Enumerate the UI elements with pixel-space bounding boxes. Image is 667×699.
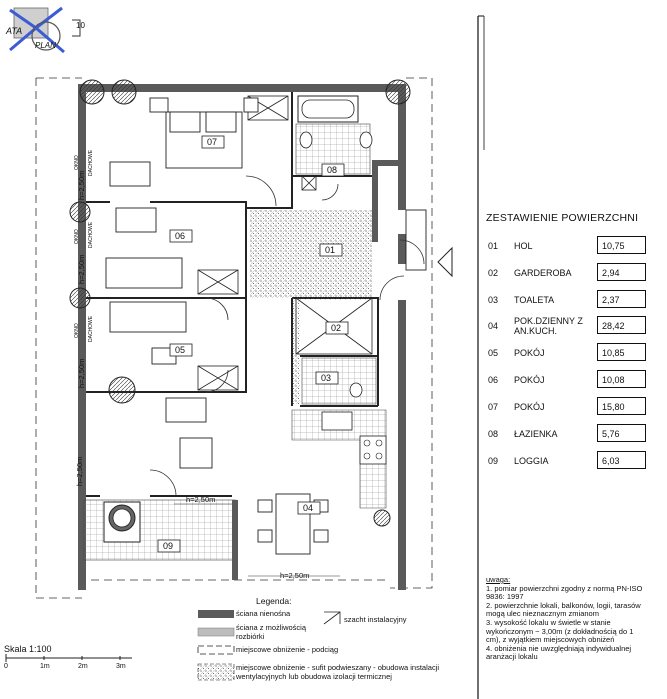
room-num-06: 06 — [175, 231, 186, 241]
area-row — [488, 316, 658, 336]
note-item: 1. pomiar powierzchni zgodny z normą PN-ISO 9836: 1997 — [486, 583, 643, 602]
room-num-07: 07 — [207, 137, 218, 147]
area-row-num: 05 — [488, 348, 499, 358]
room-num-01: 01 — [325, 245, 336, 255]
legend-lowering-ceiling: miejscowe obniżenie - sufit podwieszany - obudowa instalacji wentylacyjnych lub obudowa izolacji termicznej — [236, 663, 440, 681]
scale-bar — [6, 654, 132, 662]
room-labels — [158, 136, 348, 552]
legend-wall-removable: ściana z możliwością rozbiórki — [236, 623, 307, 641]
notes-title: uwaga: — [486, 575, 511, 584]
notes — [486, 576, 646, 662]
legend-shaft: szacht instalacyjny — [344, 615, 407, 624]
area-row-num: 04 — [488, 321, 499, 331]
area-row-value: 2,94 — [597, 263, 646, 281]
area-row-value: 15,80 — [597, 397, 646, 415]
scale-tick-0: 0 — [4, 663, 8, 670]
window-label-3a: OKNO — [74, 323, 80, 338]
area-row-value: 2,37 — [597, 290, 646, 308]
scale-tick-3: 3m — [116, 663, 126, 670]
area-row-name: TOALETA — [514, 295, 555, 305]
window-label-3b: DACHOWE — [88, 315, 94, 342]
area-row — [488, 370, 658, 390]
area-row-name: ŁAZIENKA — [514, 429, 558, 439]
area-row-num: 07 — [488, 402, 499, 412]
scale-label: Skala 1:100 — [4, 644, 52, 654]
area-row-value: 10,85 — [597, 343, 646, 361]
logo-digit: 10 — [76, 21, 85, 30]
area-row — [488, 343, 658, 363]
area-row — [488, 236, 658, 256]
area-row-name: POK.DZIENNY Z AN.KUCH. — [514, 316, 583, 336]
area-row — [488, 397, 658, 417]
logo-letters: ATA — [6, 26, 23, 36]
area-row-value: 28,42 — [597, 316, 646, 334]
area-row — [488, 290, 658, 310]
height-label-5: h=2,50m — [186, 495, 216, 504]
entrance-arrow — [438, 248, 452, 276]
legend-lowering: miejscowe obniżenie - podciąg — [236, 645, 339, 654]
room-num-04: 04 — [303, 503, 314, 513]
toilet-tiles — [302, 358, 376, 404]
scale-tick-1: 1m — [40, 663, 50, 670]
legend-title: Legenda: — [256, 596, 292, 606]
window-label-2a: OKNO — [74, 229, 80, 244]
area-row-num: 09 — [488, 456, 499, 466]
area-row-name: GARDEROBA — [514, 268, 572, 278]
room-num-05: 05 — [175, 345, 186, 355]
room-num-09: 09 — [163, 541, 174, 551]
area-row-num: 02 — [488, 268, 499, 278]
note-item: 2. powierzchnie lokali, balkonów, logii, tarasów mogą ulec nieznacznym zmianom — [486, 600, 641, 619]
logo-text2: PLAN — [35, 41, 56, 50]
area-row — [488, 263, 658, 283]
height-label-1: h=2,50m — [77, 170, 86, 200]
window-label-1b: DACHOWE — [88, 149, 94, 176]
area-row — [488, 451, 658, 471]
area-row-num: 06 — [488, 375, 499, 385]
area-table-title: ZESTAWIENIE POWIERZCHNI — [486, 212, 639, 224]
area-row-value: 10,75 — [597, 236, 646, 254]
area-row-value: 10,08 — [597, 370, 646, 388]
window-label-1a: OKNO — [74, 155, 80, 170]
area-row-name: POKÓJ — [514, 402, 545, 412]
legend-wall-load: ściana nienośna — [236, 609, 291, 618]
area-row-name: POKÓJ — [514, 348, 545, 358]
room-num-08: 08 — [327, 165, 338, 175]
area-row — [488, 424, 658, 444]
area-row-num: 01 — [488, 241, 499, 251]
area-row-name: HOL — [514, 241, 533, 251]
room-num-02: 02 — [331, 323, 342, 333]
height-label-4: h=2,50m — [75, 456, 84, 486]
scale-tick-2: 2m — [78, 663, 88, 670]
area-row-name: POKÓJ — [514, 375, 545, 385]
note-item: 4. obniżenia nie uwzględniają indywidualnej aranżacji lokalu — [486, 643, 632, 662]
area-row-value: 5,76 — [597, 424, 646, 442]
area-row-value: 6,03 — [597, 451, 646, 469]
area-row-num: 03 — [488, 295, 499, 305]
note-item: 3. wysokość lokalu w świetle w stanie wykończonym ~ 3,00m (z dokładnością do 1 cm), z wyjątkiem miejscowych obniżeń — [486, 617, 634, 645]
area-row-name: LOGGIA — [514, 456, 549, 466]
height-label-6: h=2,50m — [280, 571, 310, 580]
window-label-2b: DACHOWE — [88, 221, 94, 248]
height-label-2: h=2,50m — [77, 254, 86, 284]
room-num-03: 03 — [321, 373, 332, 383]
height-label-3: h=2,50m — [77, 358, 86, 388]
area-row-num: 08 — [488, 429, 499, 439]
